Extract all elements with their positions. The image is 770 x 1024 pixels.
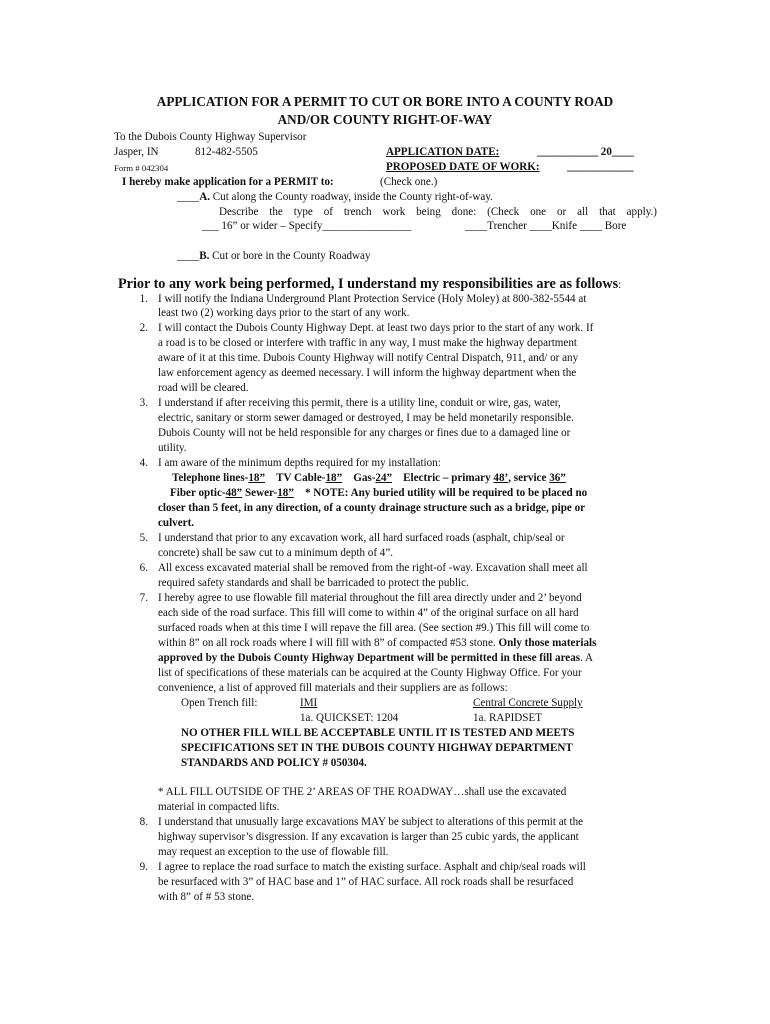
item-3-line: Dubois County will not be held responsible for any charges or fines due to a damaged line or	[158, 427, 571, 439]
material-quickset: 1a. QUICKSET: 1204	[300, 712, 399, 724]
item-7-number: 7.	[139, 592, 148, 604]
item-6-line: required safety standards and shall be barricaded to protect the public.	[158, 577, 469, 589]
option-a-line	[177, 190, 493, 204]
item-2-line: I will contact the Dubois County Highway Dept. at least two days prior to the start of any work. If	[158, 322, 594, 334]
item-2-line: law enforcement agency as deemed necessary. I will inform the highway department when the	[158, 367, 577, 379]
no-other-fill-line: NO OTHER FILL WILL BE ACCEPTABLE UNTIL IT IS TESTED AND MEETS	[181, 727, 575, 739]
item-7-line: convenience, a list of approved fill materials and their suppliers are as follows:	[158, 682, 508, 694]
option-a-label: A.	[199, 191, 210, 203]
item-1-line: least two (2) working days prior to the start of any work.	[158, 307, 410, 319]
item-5-number: 5.	[139, 532, 148, 544]
item-3-line: utility.	[158, 442, 187, 454]
check-one-note: (Check one.)	[380, 176, 438, 188]
fill-outside-note: * ALL FILL OUTSIDE OF THE 2’ AREAS OF THE ROADWAY…shall use the excavated	[158, 786, 567, 798]
item-2-line: a road is to be closed or interfere with traffic in any way, I must make the highway department	[158, 337, 577, 349]
item-5-line: I understand that prior to any excavation work, all hard surfaced roads (asphalt, chip/seal or	[158, 532, 565, 544]
no-other-fill-line: STANDARDS AND POLICY # 050304.	[181, 757, 367, 769]
item-7-line: list of specifications of these materials can be acquired at the County Highway Office. For your	[158, 667, 582, 679]
item-4-number: 4.	[139, 457, 148, 469]
form-number: Form # 042304	[114, 163, 169, 173]
open-trench-label: Open Trench fill:	[181, 697, 258, 709]
item-8-line: highway supervisor’s disgression. If any excavation is larger than 25 cubic yards, the applicant	[158, 831, 579, 843]
supplier-central-concrete: Central Concrete Supply	[473, 697, 583, 709]
item-8-line: I understand that unusually large excavations MAY be subject to alterations of this permit at the	[158, 816, 584, 828]
item-4-line: closer than 5 feet, in any direction, of a county drainage structure such as a bridge, pipe or	[158, 502, 586, 514]
item-9-line: be resurfaced with 3” of HAC base and 1” of HAC surface. All rock roads shall be resurfaced	[158, 876, 574, 888]
item-4-line: I am aware of the minimum depths required for my installation:	[158, 457, 441, 469]
request-line: I hereby make application for a PERMIT to:	[122, 176, 334, 188]
item-6-number: 6.	[139, 562, 148, 574]
proposed-date-field[interactable]: ____________	[567, 161, 634, 173]
document-title-line2: AND/OR COUNTY RIGHT-OF-WAY	[277, 112, 493, 127]
addressee: To the Dubois County Highway Supervisor	[114, 131, 307, 143]
item-8-number: 8.	[139, 816, 148, 828]
item-4-depths-row1: Telephone lines-18” TV Cable-18” Gas-24” Electric – primary 48’, service 36”	[172, 472, 566, 484]
option-a-describe: Describe the type of trench work being done: (Check one or all that apply.)	[219, 206, 657, 218]
item-3-line: I understand if after receiving this permit, there is a utility line, conduit or wire, gas, water,	[158, 397, 561, 409]
item-4-line: culvert.	[158, 517, 195, 529]
application-date-field[interactable]: ___________ 20____	[537, 146, 635, 158]
item-7-line: approved by the Dubois County Highway Department will be permitted in these fill areas. A	[158, 652, 594, 664]
item-8-line: may request an exception to the use of flowable fill.	[158, 846, 389, 858]
item-1-line: I will notify the Indiana Underground Plant Protection Service (Holy Moley) at 800-382-5544 at	[158, 293, 587, 305]
item-5-line: concrete) shall be saw cut to a minimum depth of 4”.	[158, 547, 394, 559]
responsibilities-heading: Prior to any work being performed, I understand my responsibilities are as follows:	[118, 276, 622, 292]
item-4-depths-row2: Fiber optic-48” Sewer-18” * NOTE: Any buried utility will be required to be placed no	[170, 487, 588, 499]
option-b-line	[177, 249, 371, 263]
option-b-label: B.	[199, 250, 210, 262]
option-a-choice-methods[interactable]: ____Trencher ____Knife ____ Bore	[465, 220, 627, 232]
item-3-line: electric, sanitary or storm sewer damaged or destroyed, I may be held monetarily responsible.	[158, 412, 574, 424]
document-title-line1: APPLICATION FOR A PERMIT TO CUT OR BORE INTO A COUNTY ROAD	[156, 94, 614, 109]
city: Jasper, IN	[114, 146, 159, 158]
item-7-line: surfaced roads when at this time I will repave the fill area. (See section #9.) This fill will come to	[158, 622, 590, 634]
item-7-line: within 8” on all rock roads where I will fill with 8” of compacted #53 stone. Only those materials	[158, 637, 597, 649]
option-a-choice-width[interactable]: ___ 16” or wider – Specify________________	[202, 220, 412, 232]
item-9-line: I agree to replace the road surface to match the existing surface. Asphalt and chip/seal roads will	[158, 861, 586, 873]
option-b-checkbox[interactable]: ____	[177, 250, 200, 262]
option-a-checkbox[interactable]: ____	[177, 191, 200, 203]
proposed-date-label: PROPOSED DATE OF WORK:	[386, 161, 540, 173]
material-rapidset: 1a. RAPIDSET	[473, 712, 543, 724]
no-other-fill-line: SPECIFICATIONS SET IN THE DUBOIS COUNTY HIGHWAY DEPARTMENT	[181, 742, 573, 754]
item-9-line: with 8” of # 53 stone.	[158, 891, 255, 903]
item-7-line: each side of the road surface. This fill will come to within 4” of the original surface on all hard	[158, 607, 579, 619]
item-9-number: 9.	[139, 861, 148, 873]
supplier-imi: IMI	[300, 697, 318, 709]
application-date-label: APPLICATION DATE:	[386, 146, 500, 158]
phone: 812-482-5505	[195, 146, 258, 158]
fill-outside-note: material in compacted lifts.	[158, 801, 280, 813]
item-6-line: All excess excavated material shall be removed from the right-of -way. Excavation shall meet all	[158, 562, 588, 574]
item-2-line: road will be cleared.	[158, 382, 249, 394]
option-b-text: Cut or bore in the County Roadway	[209, 250, 371, 262]
item-2-line: aware of it at this time. Dubois County Highway will notify Central Dispatch, 911, and/ or any	[158, 352, 579, 364]
item-7-line: I hereby agree to use flowable fill material throughout the fill area directly under and 2’ beyond	[158, 592, 582, 604]
option-a-text: Cut along the County roadway, inside the County right-of-way.	[209, 191, 493, 203]
item-1-number: 1.	[139, 293, 148, 305]
item-3-number: 3.	[139, 397, 148, 409]
item-2-number: 2.	[139, 322, 148, 334]
